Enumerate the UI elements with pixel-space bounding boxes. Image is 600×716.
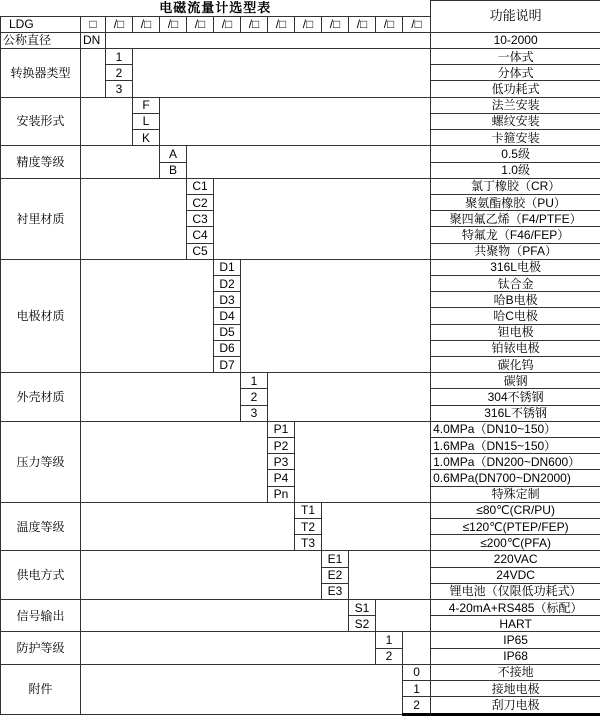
description-cell: 4.0MPa（DN10~150） [431,421,600,437]
code-cell: D5 [214,324,241,340]
model-code-slot: /□ [187,16,214,32]
category-install-form: 安装形式 [1,97,81,146]
code-cell: C4 [187,227,214,243]
table-row [1,502,600,518]
description-cell: 铂铱电极 [431,340,600,356]
description-cell: 共聚物（PFA） [431,243,600,259]
spacer-cell [160,97,431,146]
code-cell: D6 [214,340,241,356]
page-title: 电磁流量计选型表 [159,0,272,16]
description-cell: 钽电极 [431,324,600,340]
table-row [1,146,600,162]
code-cell: 2 [376,648,403,664]
description-cell: 聚氨酯橡胶（PU） [431,194,600,210]
description-cell: HART [431,616,600,632]
spacer-cell [81,373,241,422]
description-cell: 1.6MPa（DN15~150） [431,437,600,453]
model-code-slot: /□ [214,16,241,32]
code-cell: 2 [403,697,431,715]
description-cell: 碳钢 [431,373,600,389]
spacer-cell [81,97,133,146]
description-cell: 一体式 [431,49,600,65]
spacer-cell [214,178,431,259]
code-cell: A [160,146,187,162]
spacer-cell [81,421,268,502]
code-cell: S1 [349,599,376,615]
category-electrode-material: 电极材质 [1,259,81,372]
description-cell: 螺纹安装 [431,113,600,129]
spacer-cell [81,259,214,372]
description-cell: 氯丁橡胶（CR） [431,178,600,194]
description-cell: ≤200℃(PFA) [431,535,600,551]
spacer-cell [81,502,295,551]
code-cell: C3 [187,211,214,227]
spacer-cell [322,502,431,551]
table-row [1,551,600,567]
code-cell: 1 [403,681,431,697]
code-cell: P1 [268,421,295,437]
description-cell: 1.0级 [431,162,600,178]
code-cell: P3 [268,454,295,470]
description-cell: 哈C电极 [431,308,600,324]
model-code-slot: /□ [376,16,403,32]
category-power-supply: 供电方式 [1,551,81,600]
description-cell: 10-2000 [431,32,600,48]
code-cell: 1 [241,373,268,389]
code-cell: F [133,97,160,113]
description-cell: 0.6MPa(DN700~DN2000) [431,470,600,486]
code-cell: E3 [322,583,349,599]
spacer-cell [241,259,431,372]
description-cell: 低功耗式 [431,81,600,97]
code-cell: 3 [241,405,268,421]
spacer-cell [295,421,431,502]
category-accuracy: 精度等级 [1,146,81,178]
description-cell: 卡箍安装 [431,130,600,146]
table-row [1,178,600,194]
category-housing-material: 外壳材质 [1,373,81,422]
code-cell: C5 [187,243,214,259]
model-code-slot: /□ [241,16,268,32]
table-row [1,97,600,113]
code-cell: P4 [268,470,295,486]
description-cell: 哈B电极 [431,292,600,308]
description-cell: 316L不锈钢 [431,405,600,421]
code-cell: 2 [241,389,268,405]
category-converter-type: 转换器类型 [1,49,81,98]
spacer-cell [376,599,431,631]
description-cell: IP65 [431,632,600,648]
category-temperature-rating: 温度等级 [1,502,81,551]
code-cell: Pn [268,486,295,502]
table-row [1,373,600,389]
function-column-header: 功能说明 [431,1,600,33]
spacer-cell [81,599,349,631]
code-cell: 3 [106,81,133,97]
title-row [1,1,600,17]
code-cell: 2 [106,65,133,81]
description-cell: 特氟龙（F46/FEP） [431,227,600,243]
spacer-cell [187,146,431,178]
description-cell: 1.0MPa（DN200~DN600） [431,454,600,470]
table-row [1,421,600,437]
model-code-slot: /□ [106,16,133,32]
spacer-cell [133,49,431,98]
description-cell: 锂电池（仅限低功耗式） [431,583,600,599]
spacer-cell [81,178,187,259]
description-cell: 钛合金 [431,275,600,291]
category-dn: 公称直径 [1,32,81,48]
model-code-slot: /□ [322,16,349,32]
description-cell: 法兰安装 [431,97,600,113]
code-cell: E2 [322,567,349,583]
description-cell: IP68 [431,648,600,664]
category-protection-rating: 防护等级 [1,632,81,664]
description-cell: 24VDC [431,567,600,583]
spacer-cell [403,632,431,664]
code-cell: T1 [295,502,322,518]
description-cell: 4-20mA+RS485（标配） [431,599,600,615]
code-cell: T2 [295,518,322,534]
model-code-slot: /□ [295,16,322,32]
code-cell: DN [81,32,106,48]
spacer-cell [349,551,431,600]
code-cell: D4 [214,308,241,324]
table-row [1,49,600,65]
code-cell: T3 [295,535,322,551]
code-cell: K [133,130,160,146]
description-cell: 接地电极 [431,681,600,697]
table-row [1,259,600,275]
category-pressure-rating: 压力等级 [1,421,81,502]
code-cell: 0 [403,664,431,680]
table-row [1,599,600,615]
model-code-slot: /□ [160,16,187,32]
spacer-cell [81,632,376,664]
code-cell: B [160,162,187,178]
description-cell: 特殊定制 [431,486,600,502]
category-signal-output: 信号输出 [1,599,81,631]
description-cell: 碳化钨 [431,356,600,372]
table-row [1,664,600,680]
description-cell: 304不锈钢 [431,389,600,405]
spacer-cell [106,32,431,48]
description-cell: 316L电极 [431,259,600,275]
description-cell: 分体式 [431,65,600,81]
spacer-cell [81,49,106,98]
category-accessory: 附件 [1,664,81,714]
description-cell: ≤80℃(CR/PU) [431,502,600,518]
description-cell: 0.5级 [431,146,600,162]
description-cell: 聚四氟乙烯（F4/PTFE） [431,211,600,227]
spacer-cell [81,551,322,600]
model-code-slot: /□ [403,16,431,32]
category-liner-material: 衬里材质 [1,178,81,259]
model-prefix: LDG [1,16,81,32]
code-cell: L [133,113,160,129]
code-cell: D3 [214,292,241,308]
code-cell: C2 [187,194,214,210]
model-code-slot: /□ [133,16,160,32]
code-cell: E1 [322,551,349,567]
description-cell: ≤120℃(PTEP/FEP) [431,518,600,534]
table-row [1,32,600,48]
spacer-cell [81,664,403,714]
code-cell: D2 [214,275,241,291]
model-code-slot: /□ [349,16,376,32]
description-cell: 刮刀电极 [431,697,600,715]
code-cell: 1 [106,49,133,65]
code-cell: D7 [214,356,241,372]
description-cell: 220VAC [431,551,600,567]
code-cell: C1 [187,178,214,194]
description-cell: 不接地 [431,664,600,680]
spacer-cell [268,373,431,422]
model-code-box: □ [81,16,106,32]
code-cell: S2 [349,616,376,632]
model-code-slot: /□ [268,16,295,32]
code-cell: P2 [268,437,295,453]
table-row [1,632,600,648]
code-cell: 1 [376,632,403,648]
code-cell: D1 [214,259,241,275]
spacer-cell [81,146,160,178]
